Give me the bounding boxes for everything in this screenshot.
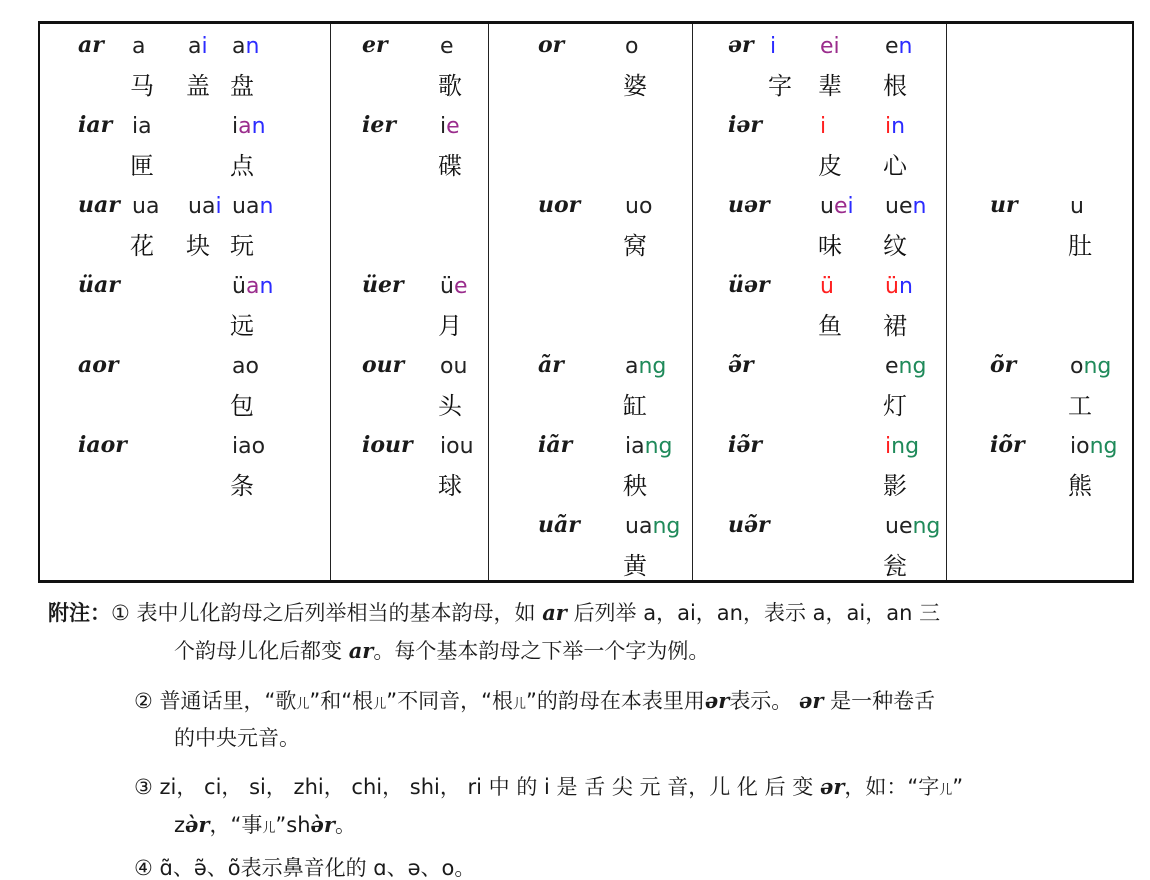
base-final-pinyin: i xyxy=(820,114,827,139)
note-text: 的中央元音。 xyxy=(174,726,300,750)
example-character: 黄 xyxy=(623,552,647,580)
base-final-pinyin: eng xyxy=(885,354,927,379)
note-ipa: ar xyxy=(542,600,567,625)
base-final-pinyin: ai xyxy=(188,34,208,59)
example-character: 球 xyxy=(438,472,462,500)
erhua-final-label: iõr xyxy=(990,432,1025,458)
example-character: 熊 xyxy=(1068,472,1092,500)
note-text: ” xyxy=(952,775,964,799)
note-text: ”sh xyxy=(275,813,311,837)
erhua-final-label: aor xyxy=(78,352,119,378)
erhua-final-label: iãr xyxy=(538,432,573,458)
example-character: 头 xyxy=(438,392,462,420)
erhua-final-label: õr xyxy=(990,352,1017,378)
notes-label: 附注： xyxy=(48,601,111,625)
base-final-pinyin: in xyxy=(885,114,906,139)
base-final-pinyin: o xyxy=(625,34,639,59)
note-number: ② xyxy=(134,689,153,713)
note-ipa: ar xyxy=(348,638,374,663)
note-text: zi， ci， si， zhi， chi， shi， ri 中 的 i 是 舌 尖 元 音，儿 化 后 变 xyxy=(159,775,814,799)
base-final-pinyin: en xyxy=(885,34,913,59)
note-2-line-2 xyxy=(174,728,300,749)
example-character: 块 xyxy=(186,232,210,260)
note-4-line-1 xyxy=(134,858,475,879)
base-final-pinyin: ao xyxy=(232,354,259,379)
erhua-final-label: ier xyxy=(362,112,396,138)
erhua-final-label: iə̃r xyxy=(728,432,762,458)
example-character: 纹 xyxy=(883,232,907,260)
note-3-line-2 xyxy=(174,814,356,836)
note-ipa: ər xyxy=(819,774,845,799)
example-character: 辈 xyxy=(818,72,842,100)
erhua-final-label: uər xyxy=(728,192,770,218)
er-suffix: 儿 xyxy=(939,783,953,798)
erhua-final-label: uar xyxy=(78,192,120,218)
note-ipa: ər xyxy=(704,688,730,713)
example-character: 花 xyxy=(130,232,154,260)
example-character: 窝 xyxy=(623,232,647,260)
erhua-final-label: uə̃r xyxy=(728,512,770,538)
erhua-final-label: ur xyxy=(990,192,1018,218)
note-ipa: ə̀r xyxy=(310,812,335,837)
column-divider xyxy=(330,24,331,580)
example-character: 味 xyxy=(818,232,842,260)
example-character: 月 xyxy=(438,312,462,340)
base-final-pinyin: uen xyxy=(885,194,927,219)
example-character: 瓮 xyxy=(883,552,907,580)
note-ipa: ə̀r xyxy=(185,812,210,837)
note-text: 后列举 a，ai，an，表示 a，ai，an 三 xyxy=(573,601,941,625)
column-divider xyxy=(692,24,693,580)
example-character: 盖 xyxy=(186,72,210,100)
base-final-pinyin: ie xyxy=(440,114,460,139)
note-text: 个韵母儿化后都变 xyxy=(174,639,342,663)
erhua-final-label: üer xyxy=(362,272,404,298)
base-final-pinyin: iong xyxy=(1070,434,1118,459)
erhua-final-label: ar xyxy=(78,32,104,58)
example-character: 远 xyxy=(230,312,254,340)
note-number: ④ xyxy=(134,856,153,880)
base-final-pinyin: an xyxy=(232,34,260,59)
erhua-final-label: uãr xyxy=(538,512,580,538)
note-text: 是一种卷舌 xyxy=(830,689,936,713)
note-text: 表示。 xyxy=(729,689,793,713)
base-final-pinyin: iou xyxy=(440,434,474,459)
example-character: 肚 xyxy=(1068,232,1092,260)
note-ipa: ər xyxy=(799,688,824,713)
note-1-line-1 xyxy=(48,602,940,624)
example-character: 心 xyxy=(883,152,907,180)
base-final-pinyin: uei xyxy=(820,194,854,219)
example-character: 缸 xyxy=(623,392,647,420)
erhua-final-label: uor xyxy=(538,192,581,218)
note-text: ，如：“字 xyxy=(844,775,940,799)
erhua-final-label: ãr xyxy=(538,352,564,378)
note-text: 表中儿化韵母之后列举相当的基本韵母，如 xyxy=(136,601,536,625)
example-character: 马 xyxy=(130,72,154,100)
base-final-pinyin: u xyxy=(1070,194,1084,219)
er-suffix: 儿 xyxy=(373,697,387,712)
erhua-final-label: or xyxy=(538,32,565,58)
base-final-pinyin: ün xyxy=(885,274,913,299)
note-text: ”的韵母在本表里用 xyxy=(525,689,705,713)
erhua-final-label: üar xyxy=(78,272,120,298)
example-character: 包 xyxy=(230,392,254,420)
erhua-final-label: ər xyxy=(728,32,754,58)
erhua-final-label: iar xyxy=(78,112,113,138)
example-character: 歌 xyxy=(438,72,462,100)
erhua-final-label: ə̃r xyxy=(728,352,754,378)
er-suffix: 儿 xyxy=(262,821,276,836)
example-character: 碟 xyxy=(438,152,462,180)
er-suffix: 儿 xyxy=(296,697,310,712)
base-final-pinyin: ü xyxy=(820,274,834,299)
example-character: 灯 xyxy=(883,392,907,420)
base-final-pinyin: i xyxy=(770,34,777,59)
note-text: 。 xyxy=(334,813,356,837)
example-character: 皮 xyxy=(818,152,842,180)
base-final-pinyin: ang xyxy=(625,354,667,379)
note-text: z xyxy=(174,813,186,837)
erhua-final-label: iaor xyxy=(78,432,127,458)
column-divider xyxy=(488,24,489,580)
base-final-pinyin: iang xyxy=(625,434,673,459)
example-character: 婆 xyxy=(623,72,647,100)
base-final-pinyin: ua xyxy=(132,194,160,219)
example-character: 条 xyxy=(230,472,254,500)
erhua-final-label: iour xyxy=(362,432,413,458)
base-final-pinyin: ian xyxy=(232,114,266,139)
base-final-pinyin: uan xyxy=(232,194,274,219)
note-3-line-1 xyxy=(134,776,963,798)
example-character: 根 xyxy=(883,72,907,100)
base-final-pinyin: uai xyxy=(188,194,222,219)
erhua-final-label: iər xyxy=(728,112,762,138)
base-final-pinyin: ou xyxy=(440,354,468,379)
er-suffix: 儿 xyxy=(512,697,526,712)
example-character: 匣 xyxy=(130,152,154,180)
note-2-line-1 xyxy=(134,690,935,712)
note-number: ① xyxy=(111,601,130,625)
example-character: 字 xyxy=(768,72,792,100)
example-character: 盘 xyxy=(230,72,254,100)
erhua-final-label: üər xyxy=(728,272,770,298)
example-character: 秧 xyxy=(623,472,647,500)
note-number: ③ xyxy=(134,775,153,799)
note-text: ”和“根 xyxy=(309,689,374,713)
note-text: ，“事 xyxy=(209,813,263,837)
example-character: 玩 xyxy=(230,232,254,260)
base-final-pinyin: uo xyxy=(625,194,653,219)
note-text: 普通话里，“歌 xyxy=(159,689,297,713)
base-final-pinyin: üan xyxy=(232,274,274,299)
base-final-pinyin: ia xyxy=(132,114,152,139)
erhua-finals-table xyxy=(38,21,1134,583)
example-character: 裙 xyxy=(883,312,907,340)
erhua-final-label: our xyxy=(362,352,405,378)
example-character: 点 xyxy=(230,152,254,180)
base-final-pinyin: ong xyxy=(1070,354,1112,379)
column-divider xyxy=(946,24,947,580)
base-final-pinyin: ing xyxy=(885,434,920,459)
base-final-pinyin: iao xyxy=(232,434,266,459)
base-final-pinyin: a xyxy=(132,34,146,59)
note-text: ”不同音，“根 xyxy=(386,689,513,713)
base-final-pinyin: ei xyxy=(820,34,840,59)
example-character: 鱼 xyxy=(818,312,842,340)
example-character: 影 xyxy=(883,472,907,500)
base-final-pinyin: üe xyxy=(440,274,468,299)
base-final-pinyin: uang xyxy=(625,514,681,539)
example-character: 工 xyxy=(1068,392,1092,420)
base-final-pinyin: e xyxy=(440,34,454,59)
base-final-pinyin: ueng xyxy=(885,514,941,539)
note-text: 。每个基本韵母之下举一个字为例。 xyxy=(373,639,710,663)
erhua-final-label: er xyxy=(362,32,388,58)
note-text: ɑ̃、ə̃、õ表示鼻音化的 ɑ、ə、o。 xyxy=(159,856,476,880)
note-1-line-2 xyxy=(174,640,709,662)
